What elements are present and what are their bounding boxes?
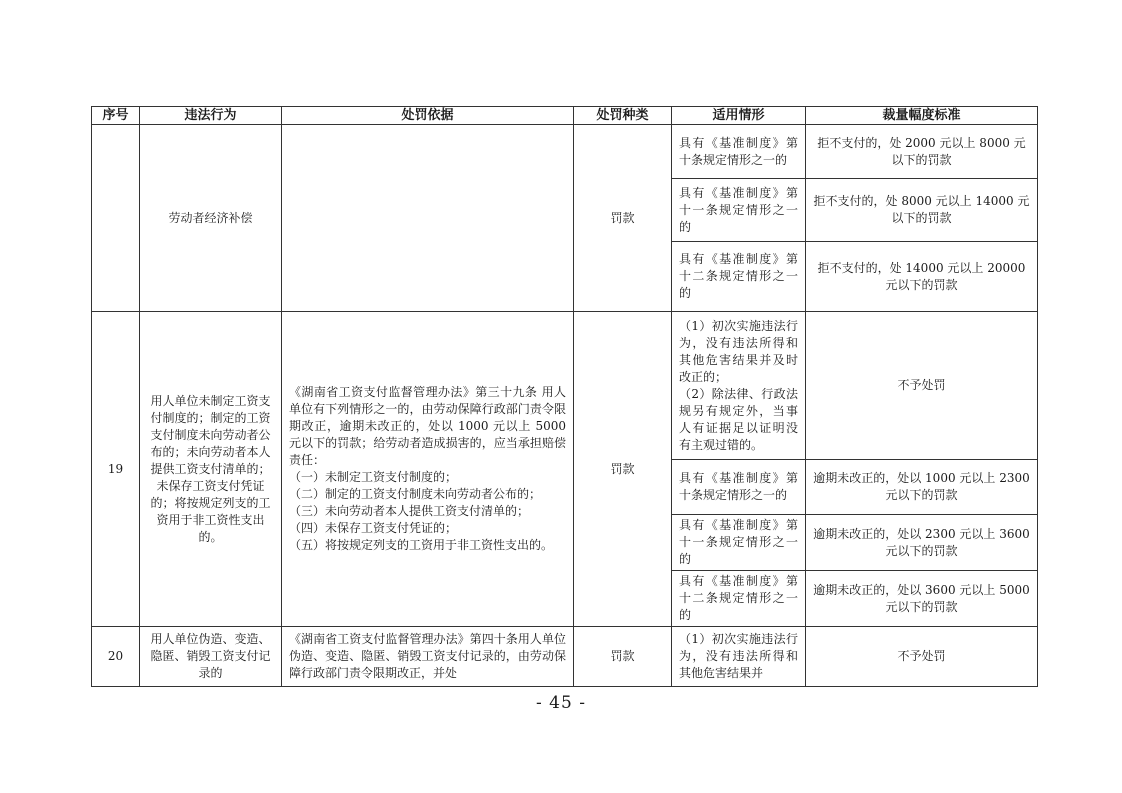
basis-intro: 《湖南省工资支付监督管理办法》第三十九条 用人单位有下列情形之一的，由劳动保障行政部门责令限期改正，逾期未改正的，处以 1000 元以上 5000 元以下的罚款；给劳动者造成损害的，应当承担赔偿责任： xyxy=(289,385,566,467)
cont-basis-cell xyxy=(282,125,574,312)
header-basis: 处罚依据 xyxy=(282,107,574,125)
header-standard: 裁量幅度标准 xyxy=(806,107,1038,125)
situation-cell: 具有《基准制度》第十一条规定情形之一的 xyxy=(672,179,806,242)
basis-item: （四）未保存工资支付凭证的； xyxy=(289,521,458,535)
page-number: - 45 - xyxy=(536,693,586,713)
cont-penalty-cell xyxy=(574,125,672,312)
penalty-cell: 罚款 xyxy=(574,312,672,627)
standard-cell: 逾期未改正的，处以 3600 元以上 5000 元以下的罚款 xyxy=(806,571,1038,627)
situation-cell: 具有《基准制度》第十二条规定情形之一的 xyxy=(672,571,806,627)
basis-cell xyxy=(282,312,574,627)
header-situation: 适用情形 xyxy=(672,107,806,125)
violation-cell xyxy=(140,312,282,627)
violation-text: 用人单位未制定工资支付制度的；制定的工资支付制度未向劳动者公布的；未向劳动者本人提供工资支付清单的；未保存工资支付凭证的；将按规定列支的工资用于非工资性支出的。 xyxy=(150,393,271,544)
situation-line: （1）初次实施违法行为，没有违法所得和其他危害结果并及时改正的； xyxy=(679,318,798,384)
standard-cell: 不予处罚 xyxy=(806,627,1038,687)
table-row xyxy=(92,312,1038,460)
standard-cell: 逾期未改正的，处以 1000 元以上 2300 元以下的罚款 xyxy=(806,460,1038,515)
violation-cell: 用人单位伪造、变造、隐匿、销毁工资支付记录的 xyxy=(140,627,282,687)
penalty-type-text: 罚款 xyxy=(610,210,635,225)
basis-item: （一）未制定工资支付制度的； xyxy=(289,470,458,484)
violation-text: 劳动者经济补偿 xyxy=(168,210,253,225)
penalty-standard-table xyxy=(91,106,1038,687)
basis-item: （五）将按规定列支的工资用于非工资性支出的。 xyxy=(289,538,554,552)
standard-cell: 逾期未改正的，处以 2300 元以上 3600 元以下的罚款 xyxy=(806,515,1038,571)
standard-cell: 拒不支付的，处 2000 元以上 8000 元以下的罚款 xyxy=(806,125,1038,179)
standard-cell: 拒不支付的，处 8000 元以上 14000 元以下的罚款 xyxy=(806,179,1038,242)
cont-number-cell xyxy=(92,125,140,312)
item-number-cell: 20 xyxy=(92,627,140,687)
situation-line: （2）除法律、行政法规另有规定外，当事人有证据足以证明没有主观过错的。 xyxy=(679,386,798,452)
situation-cell xyxy=(672,312,806,460)
table-row xyxy=(92,125,1038,179)
header-number: 序号 xyxy=(92,107,140,125)
table-header-row xyxy=(92,107,1038,125)
cont-violation-cell xyxy=(140,125,282,312)
situation-cell: 具有《基准制度》第十条规定情形之一的 xyxy=(672,125,806,179)
situation-cell: 具有《基准制度》第十一条规定情形之一的 xyxy=(672,515,806,571)
basis-cell: 《湖南省工资支付监督管理办法》第四十条用人单位伪造、变造、隐匿、销毁工资支付记录的，由劳动保障行政部门责令限期改正，并处 xyxy=(282,627,574,687)
situation-cell: （1）初次实施违法行为，没有违法所得和其他危害结果并 xyxy=(672,627,806,687)
basis-item: （二）制定的工资支付制度未向劳动者公布的； xyxy=(289,487,542,501)
situation-cell: 具有《基准制度》第十二条规定情形之一的 xyxy=(672,242,806,312)
penalty-cell: 罚款 xyxy=(574,627,672,687)
standard-cell: 不予处罚 xyxy=(806,312,1038,460)
basis-item: （三）未向劳动者本人提供工资支付清单的； xyxy=(289,504,530,518)
header-violation: 违法行为 xyxy=(140,107,282,125)
standard-cell: 拒不支付的，处 14000 元以上 20000 元以下的罚款 xyxy=(806,242,1038,312)
situation-cell: 具有《基准制度》第十条规定情形之一的 xyxy=(672,460,806,515)
item-number-cell: 19 xyxy=(92,312,140,627)
header-penalty-type: 处罚种类 xyxy=(574,107,672,125)
table-row xyxy=(92,627,1038,687)
